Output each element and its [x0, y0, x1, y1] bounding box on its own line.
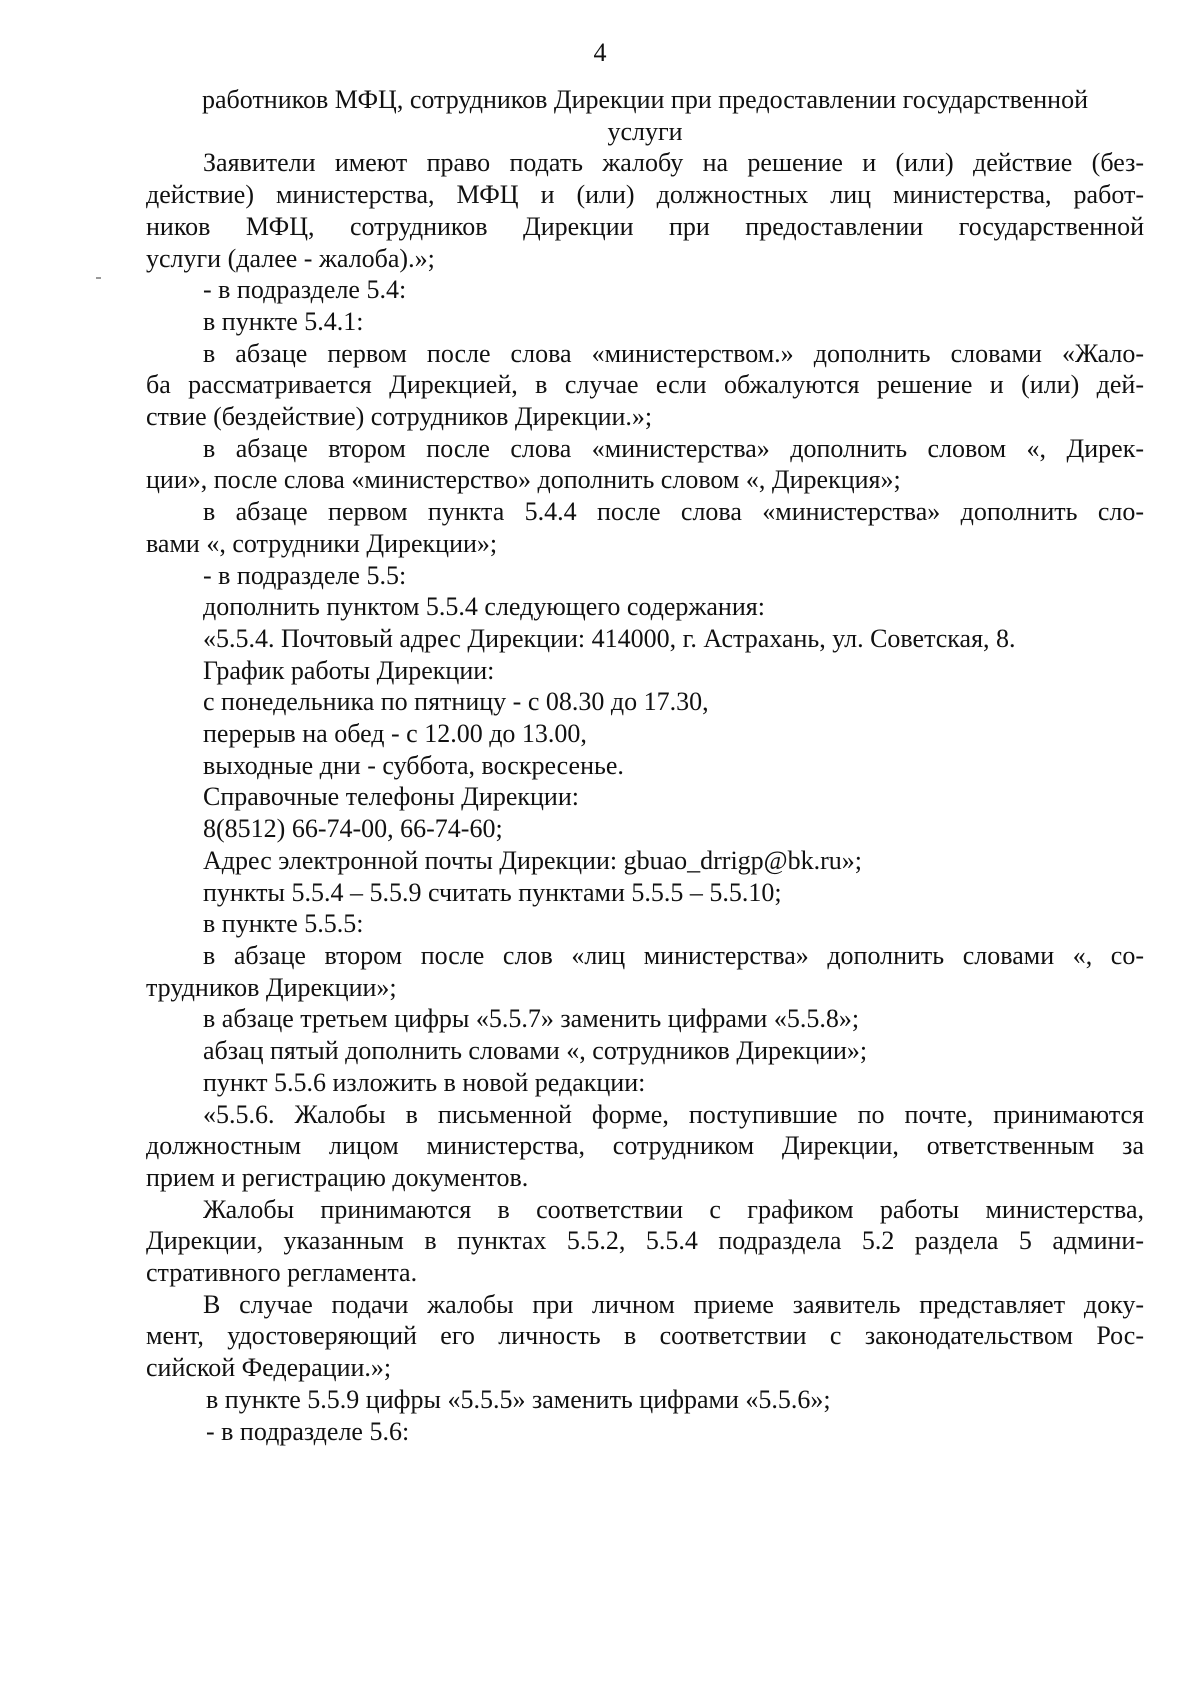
paragraph-line: пункт 5.5.6 изложить в новой редакции: [203, 1067, 646, 1097]
paragraph-line: ба рассматривается Дирекцией, в случае если обжалуются решение и (или) дей- [146, 370, 1144, 400]
paragraph-line: в пункте 5.4.1: [203, 306, 364, 336]
paragraph-line: «5.5.4. Почтовый адрес Дирекции: 414000, г. Астрахань, ул. Советская, 8. [203, 623, 1016, 653]
paragraph-line: стративного регламента. [146, 1258, 418, 1288]
paragraph-line: прием и регистрацию документов. [146, 1162, 529, 1192]
paragraph-line: должностным лицом министерства, сотрудником Дирекции, ответственным за [146, 1131, 1144, 1161]
section-heading [146, 84, 1144, 147]
paragraph-line: действие) министерства, МФЦ и (или) должностных лиц министерства, работ- [146, 180, 1144, 210]
paragraph-line: услуги (далее - жалоба).»; [146, 243, 435, 273]
paragraph-line: Справочные телефоны Дирекции: [203, 782, 579, 812]
heading-line: работников МФЦ, сотрудников Дирекции при предоставлении государственной [202, 85, 1088, 114]
document-body [146, 84, 1144, 1447]
paragraph-line: с понедельника по пятницу - с 08.30 до 17.30, [203, 687, 709, 717]
paragraph-line: абзац пятый дополнить словами «, сотрудников Дирекции»; [203, 1036, 868, 1066]
paragraph-line: 8(8512) 66-74-00, 66-74-60; [203, 814, 503, 844]
paragraph-line: в абзаце первом пункта 5.4.4 после слова «министерства» дополнить сло- [203, 497, 1144, 527]
paragraph-line: - в подразделе 5.6: [206, 1416, 410, 1446]
paragraph-line: в абзаце первом после слова «министерством.» дополнить словами «Жало- [203, 338, 1144, 368]
paragraph-line: - в подразделе 5.5: [203, 560, 407, 590]
heading-line: услуги [607, 116, 683, 146]
paragraph-line: - в подразделе 5.4: [203, 275, 407, 305]
paragraph-line: сийской Федерации.»; [146, 1353, 392, 1383]
paragraph-line: Заявители имеют право подать жалобу на решение и (или) действие (без- [203, 148, 1144, 178]
paragraph-line: Жалобы принимаются в соответствии с графиком работы министерства, [203, 1194, 1144, 1224]
paragraph-line: вами «, сотрудники Дирекции»; [146, 528, 498, 558]
paragraph-line: Дирекции, указанным в пунктах 5.5.2, 5.5.4 подраздела 5.2 раздела 5 админи- [146, 1226, 1144, 1256]
paragraph-line: «5.5.6. Жалобы в письменной форме, поступившие по почте, принимаются [203, 1099, 1144, 1129]
paragraph-line: в абзаце втором после слов «лиц министерства» дополнить словами «, со- [203, 940, 1144, 970]
paragraph-line: дополнить пунктом 5.5.4 следующего содержания: [203, 592, 765, 622]
paragraph-line: в абзаце третьем цифры «5.5.7» заменить цифрами «5.5.8»; [203, 1004, 860, 1034]
paragraph-line: перерыв на обед - с 12.00 до 13.00, [203, 719, 587, 749]
paragraph-line: трудников Дирекции»; [146, 972, 397, 1002]
paragraph-line: График работы Дирекции: [203, 655, 495, 685]
paragraph-line: пункты 5.5.4 – 5.5.9 считать пунктами 5.5.5 – 5.5.10; [203, 877, 782, 907]
paragraph-line: в абзаце втором после слова «министерства» дополнить словом «, Дирек- [203, 433, 1144, 463]
paragraph-line: Адрес электронной почты Дирекции: gbuao_drrigp@bk.ru»; [203, 845, 862, 875]
paragraph-line: ников МФЦ, сотрудников Дирекции при предоставлении государственной [146, 211, 1144, 241]
paragraph-line: в пункте 5.5.9 цифры «5.5.5» заменить цифрами «5.5.6»; [206, 1384, 831, 1414]
paragraph-line: выходные дни - суббота, воскресенье. [203, 750, 624, 780]
paragraph-line: В случае подачи жалобы при личном приеме заявитель представляет доку- [203, 1289, 1144, 1319]
paragraph-line: ции», после слова «министерство» дополнить словом «, Дирекция»; [146, 465, 901, 495]
paragraph-line: ствие (бездействие) сотрудников Дирекции.»; [146, 402, 653, 432]
page-number: 4 [593, 38, 607, 67]
paragraph-line: мент, удостоверяющий его личность в соответствии с законодательством Рос- [146, 1321, 1144, 1351]
paragraph-line: в пункте 5.5.5: [203, 909, 364, 939]
scan-mark [96, 277, 101, 279]
